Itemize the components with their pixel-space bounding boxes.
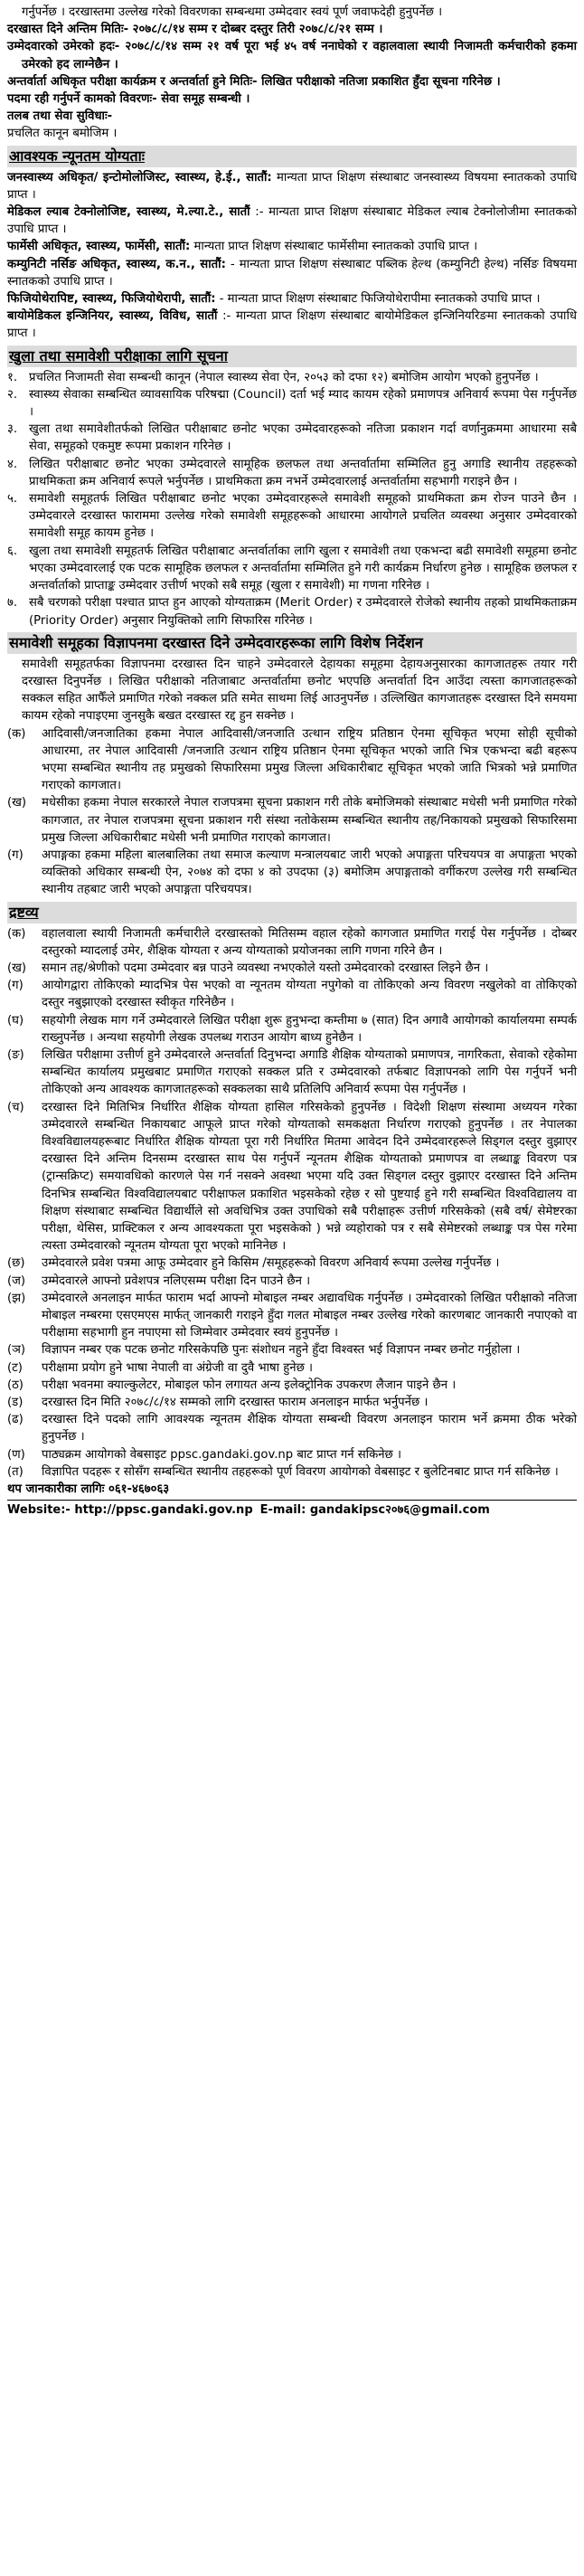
qualification-label: मेडिकल ल्याब टेक्नोलोजिष्ट, स्वास्थ्य, मे.ल्या.टे., सातौं [7,205,250,220]
list-item [7,794,577,847]
qualification-label: कम्युनिटी नर्सिङ अधिकृत, स्वास्थ्य, क.न., सातौं: [7,257,226,271]
item-text: परीक्षा भवनमा क्याल्कुलेटर, मोबाइल फोन लगायत अन्य इलेक्ट्रोनिक उपकरण लैजान पाइने छैन । [42,1378,457,1392]
qualification-item [7,308,577,342]
item-text: उम्मेदवारले अनलाइन मार्फत फाराम भर्दा आफ्नो मोबाइल नम्बर अद्यावधिक गर्नुपर्नेछ । उम्मेदवारको लिखित परीक्षाको नतिजा मोबाइल नम्बरमा एसएमएस मार्फत् जानकारी गराइने हुँदा गलत मोबाइल नम्बर उल्लेख गरेको कारणबाट जानकारी नपाएको वा परीक्षामा सहभागी हुन नपाएमा सो जिम्मेवार उम्मेदवार स्वयं हुनुपर्नेछ । [42,1291,577,1340]
item-text: आदिवासी/जनजातिका हकमा नेपाल आदिवासी/जनजाति उत्थान राष्ट्रिय प्रतिष्ठान ऐनमा सूचिकृत भएमा सोही सूचीको आधारमा, तर नेपाल आदिवासी /जनजाति उत्थान राष्ट्रिय प्रतिष्ठान ऐनमा सूचिकृत भएको जाति भित्र एकभन्दा बढी बहरूप भएमा सम्बन्धित स्थानीय तह प्रमुखको सिफारिसमा प्रमुख जिल्ला अधिकारीबाट सूचिकृत भएको जाति भित्रको भन्ने प्रमाणित गराएको कागजात। [42,726,577,793]
qualification-title: आवश्यक न्यूनतम योग्यताः [9,147,146,165]
inclusive-heading [7,346,577,367]
item-number: (ण) [7,1447,25,1462]
list-item [7,725,577,795]
list-item [7,421,577,455]
item-number: (क) [7,926,26,941]
list-item [7,925,577,960]
notes-heading [7,902,577,923]
item-number: (छ) [7,1256,25,1271]
list-item [7,1446,577,1463]
list-item [7,386,577,421]
qualification-label: फार्मेसी अधिकृत, स्वास्थ्य, फार्मेसी, सातौं: [7,240,191,254]
qualification-item [7,169,577,204]
list-item [7,977,577,1011]
item-text: स्वास्थ्य सेवाका सम्बन्धित व्यावसायिक परिषद्मा (Council) दर्ता भई म्याद कायम रहेको प्रमाणपत्र अनिवार्य रूपमा पेस गर्नुपर्नेछ । [29,387,577,420]
list-item [7,847,577,899]
intro-line-3: अन्तर्वार्ता अधिकृत परीक्षा कार्यक्रम र अन्तर्वार्ता हुने मितिः- लिखित परीक्षाको नतिजा प्रकाशित हुँदा सूचना गरिनेछ । [7,74,501,89]
list-item [7,1273,577,1290]
qualification-text: :- मान्यता प्राप्त शिक्षण संस्थाबाट बायोमेडिकल इन्जिनियरिङमा स्नातकको उपाधि प्राप्त । [7,309,577,341]
qualification-item [7,290,577,308]
qualification-label: बायोमेडिकल इन्जिनियर, स्वास्थ्य, विविध, सातौं [7,309,218,324]
item-number: (ख) [7,796,27,810]
item-text: विज्ञापन नम्बर एक पटक छनोट गरिसकेपछि पुनः संशोधन नहुने हुँदा विश्वस्त भई विज्ञापन नम्बर छनोट गर्नुहोला । [42,1343,521,1358]
intro-line-1: दरखास्त दिने अन्तिम मितिः- २०७८/८/१४ सम्म र दोब्बर दस्तुर तिरी २०७८/८/२१ सम्म । [7,23,383,37]
qualification-text: मान्यता प्राप्त शिक्षण संस्थाबाट जनस्वास्थ्य विषयमा स्नातकको उपाधि प्राप्त । [7,170,577,202]
item-number: ६. [7,544,18,558]
list-item [7,960,577,977]
list-item [7,1255,577,1272]
list-item [7,543,577,595]
item-text: समान तह/श्रेणीको पदमा उम्मेदवार बन्न पाउने व्यवस्था नभएकोले यस्तो उम्मेदवारको दरखास्त लिइने छैन । [42,961,489,975]
item-text: परीक्षामा प्रयोग हुने भाषा नेपाली वा अंग्रेजी वा दुवै भाषा हुनेछ । [42,1360,314,1375]
item-text: लिखित परीक्षामा उत्तीर्ण हुने उम्मेदवारले अन्तर्वार्ता दिनुभन्दा अगाडि शैक्षिक योग्यताको प्रमाणपत्र, नागरिकता, सेवाको रहेकोमा सम्बन्धित कार्यालय प्रमुखबाट प्रमाणित गराएको सक्कल प्रति र उम्मेदवारको तर्फबाट विज्ञापनको लागि पेस गर्नुपर्ने भनी तोकिएको अन्य आवश्यक कागजातहरूको सक्कलका साथै प्रतिलिपि अनिवार्य रूपमा पेस गर्नुपर्नेछ । [42,1047,577,1097]
list-item [7,1411,577,1445]
item-number: (त) [7,1464,24,1479]
qualification-label: जनस्वास्थ्य अधिकृत/ इन्टोमोलोजिस्ट, स्वास्थ्य, हे.ई., सातौं: [7,170,272,185]
intro-line-4: पदमा रही गर्नुपर्ने कामको विवरणः- सेवा समूह सम्बन्धी । [7,92,250,107]
item-text: उम्मेदवारले प्रवेश पत्रमा आफू उम्मेदवार हुने किसिम /समूहहरूको विवरण अनिवार्य रूपमा उल्लेख गर्नुपर्नेछ । [42,1256,500,1271]
qualification-text: मान्यता प्राप्त शिक्षण संस्थाबाट फार्मेसीमा स्नातकको उपाधि प्राप्त । [193,240,478,254]
item-text: दरखास्त दिन मिति २०७८/८/१४ सम्मको लागि दरखास्त फाराम अनलाइन मार्फत भर्नुपर्नेछ । [42,1396,429,1410]
list-item [7,1359,577,1377]
item-number: ५. [7,492,18,507]
item-text: सहयोगी लेखक माग गर्ने उम्मेदवारले लिखित परीक्षा शुरू हुनुभन्दा कम्तीमा ७ (सात) दिन अगावै आयोगको कार्यालयमा सम्पर्क राख्नुपर्नेछ । अन्यथा सहयोगी लेखक उपलब्ध गराउन आयोग बाध्य हुनेछैन । [42,1013,577,1045]
list-item [7,1394,577,1411]
list-item [7,1463,577,1481]
qualification-list [7,169,577,343]
item-number: (च) [7,1100,24,1114]
intro-line-5: तलब तथा सेवा सुविधाः- [7,109,113,124]
item-text: लिखित परीक्षाबाट छनोट भएका उम्मेदवारले सामूहिक छलफल तथा अन्तर्वार्तामा सम्मिलित हुनु अगाडि स्थानीय तहहरूको प्राथमिकता क्रम अनिवार्य रूपले भर्नुपर्नेछ । प्राथमिकता क्रम नभर्ने उम्मेदवारलाई अन्तर्वार्तामा सहभागी गराइने छैन । [29,457,577,488]
intro-line-6: प्रचलित कानून बमोजिम । [7,127,118,141]
list-item [7,369,577,386]
item-text: सबै चरणको परीक्षा पश्चात प्राप्त हुन आएको योग्यताक्रम (Merit Order) र उम्मेदवारले रोजेको स्थानीय तहको प्राथमिकताक्रम (Priority Order) अनुसार नियुक्तिको लागि सिफारिस गरिनेछ । [29,596,577,628]
list-item [7,1099,577,1255]
item-number: (ड) [7,1396,24,1410]
qualification-item [7,238,577,255]
item-number: २. [7,387,18,402]
notes-title: द्रष्टव्य [9,903,39,921]
item-text: खुला तथा समावेशीतर्फको लिखित परीक्षाबाट छनोट भएका उम्मेदवारहरूको नतिजा प्रकाशन गर्दा वर्णानुक्रममा आधारमा सबै सेवा, समूहको एकमुष्ट रूपमा प्रकाशन गरिनेछ । [29,422,577,454]
list-item [7,1046,577,1099]
item-number: ७. [7,596,18,611]
item-text: दरखास्त दिने मितिभित्र निर्धारित शैक्षिक योग्यता हासिल गरिसकेको हुनुपर्नेछ । विदेशी शिक्षण संस्थामा अध्ययन गरेका उम्मेदवारले सम्बन्धित निकायबाट आफूले प्राप्त गरेको योग्यताको समकक्षता निर्धारण गराएको हुनुपर्नेछ । तर नेपालका विश्वविद्यालयहरूबाट निर्धारित शैक्षिक योग्यता पूरा गरी निर्धारित मितमा आवेदन दिने उम्मेदवारहरूले सिड्गल दस्तुर वुझाएर दरखास्त दिने अन्तिम दिनसम्म दरखास्त साथ पेस गर्नुपर्ने न्यूनतम शैक्षिक योग्यताको प्रमाणपत्र वा लब्धाङ्क विवरण पत्र (ट्रान्सक्रिप्ट) समयावधिको कारणले पेस गर्न नसक्ने अवस्था भएमा यदि उक्त सिड्गल दस्तुर वुझाएर दरखास्त दिने अन्तिम दिनभित्र सम्बन्धित विश्वविद्यालयबाट परीक्षाफल प्रकाशित भइसकेको रहेछ र सो पुष्टयाई हुने गरी सम्बन्धित विश्वविद्यालय वा शिक्षण संस्थाबाट सम्बन्धित विद्यार्थीले सो अवधिभित्र उक्त उपाधिको सबै परीक्षाहरू उत्तीर्ण गरिसकेको (सबै वर्ष/ सेमेष्टरका परीक्षा, थेसिस, प्राक्टिकल र अन्य आवश्यकता पूरा भइसकेको ) भन्ने व्यहोराको पत्र र सबै सेमेष्टरको लब्धाङ्क पत्र पेस गरेमा त्यस्ता उम्मेदवारको न्यूनतम योग्यता पूरा भएको मानिनेछ । [42,1100,577,1254]
item-number: १. [7,370,18,384]
list-item [7,456,577,490]
qualification-text: - मान्यता प्राप्त शिक्षण संस्थाबाट पब्लिक हेल्थ (कम्युनिटी हेल्थ) नर्सिङ विषयमा स्नातकको उपाधि प्राप्त । [7,257,578,289]
website-link[interactable]: Website:- http://ppsc.gandaki.gov.np [7,1503,253,1518]
item-number: (ट) [7,1360,23,1375]
item-text: प्रचलित निजामती सेवा सम्बन्धी कानून (नेपाल स्वास्थ्य सेवा ऐन, २०५३ को दफा १२) बमोजिम आयोग भएको हुनुपर्नेछ । [29,370,539,384]
item-number: (ख) [7,961,27,975]
special-lead: समावेशी समूहतर्फका विज्ञापनमा दरखास्त दिन चाहने उम्मेदवारले देहायका समूहमा देहायअनुसारका कागजातहरू तयार गरी दरखास्त दिनुपर्नेछ । लिखित परीक्षाको नतिजाबाट अन्तर्वार्तामा छनोट भएपछि अन्तर्वार्ता दिन आउँदा त्यस्ता कागजातहरूको सक्कल सहित आफैँले प्रमाणित गरेको नक्कल प्रति समेत साथमा लिई आउनुपर्नेछ । उल्लिखित कागजातहरू दरखास्त दिने समयमा कायम रहेको नपाइएमा जुनसुकै बखत दरखास्त रद्द हुन सक्नेछ । [22,657,577,724]
intro-block [7,4,577,143]
item-number: (ञ) [7,1343,26,1358]
contact-line: थप जानकारीका लागिः ०६१-४६७०६३ [7,1482,170,1497]
footer [7,1500,577,1520]
item-number: (ङ) [7,1047,24,1062]
list-item [7,594,577,629]
item-number: ३. [7,422,18,437]
item-text: वहालवाला स्थायी निजामती कर्मचारीले दरखास्तको मितिसम्म वहाल रहेको कागजात प्रमाणित गराई पेस गर्नुपर्नेछ । दोब्बर दस्तुरको म्यादलाई उमेर, शैक्षिक योग्यता र अन्य योग्यताको प्रयोजनका लागि गणना गरिने छैन । [42,926,577,958]
item-text: अपाङ्गका हकमा महिला बालबालिका तथा समाज कल्याण मन्त्रालयबाट जारी भएको अपाङ्गता परिचयपत्र वा अपाङ्गता भएको व्यक्तिको अधिकार सम्बन्धी ऐन, २०७४ को दफा ४ को उपदफा (३) बमोजिम अपाङ्गताको वर्गीकरण उल्लेख गरी सम्बन्धित स्थानीय तहबाट जारी भएको अपाङ्गता परिचयपत्र। [42,848,577,897]
list-item [7,1012,577,1046]
item-number: ४. [7,457,18,471]
special-heading [7,632,577,654]
inclusive-title: खुला तथा समावेशी परीक्षाका लागि सूचना [9,346,228,365]
notes-list [7,925,577,1482]
special-block [7,656,577,899]
list-item [7,1341,577,1359]
item-number: (घ) [7,1013,24,1028]
item-text: पाठ्यक्रम आयोगको वेबसाइट ppsc.gandaki.gov.np बाट प्राप्त गर्न सकिनेछ । [42,1447,401,1462]
item-text: उम्मेदवारले आफ्नो प्रवेशपत्र नलिएसम्म परीक्षा दिन पाउने छैन । [42,1274,311,1288]
item-number: (ज) [7,1274,26,1288]
item-text: खुला तथा समावेशी समूहतर्फ लिखित परीक्षाबाट अन्तर्वार्ताका लागि खुला र समावेशी तथा एकभन्दा बढी समावेशी समूहमा छनोट भएका उम्मेदवारलाई एक पटक सामूहिक छलफल र अन्तर्वार्तामा सम्मिलित हुने गरी कार्यक्रम निर्धारण हुनेछ । सामूहिक छलफल र अन्तर्वार्ताको प्राप्ताङ्क उम्मेदवार उत्तीर्ण भएको सबै समूह (खुला र समावेशी) मा गणना गरिनेछ । [29,544,577,593]
qualification-heading [7,146,577,167]
qualification-item [7,256,577,290]
qualification-label: फिजियोथेरापिष्ट, स्वास्थ्य, फिजियोथेरापी, सातौं: [7,292,216,307]
intro-line-2: उम्मेदवारको उमेरको हदः- २०७८/८/१४ सम्म २१ वर्ष पूरा भई ४५ वर्ष ननाघेको र वहालवाला स्थायी निजामती कर्मचारीको हकमा उमेरको हद लाग्नेछैन । [7,40,577,71]
qualification-text: :- मान्यता प्राप्त शिक्षण संस्थाबाट मेडिकल ल्याब टेक्नोलोजीमा स्नातकको उपाधि प्राप्त । [7,205,577,237]
item-text: मधेसीका हकमा नेपाल सरकारले नेपाल राजपत्रमा सूचना प्रकाशन गरी तोके बमोजिमको संस्थाबाट मधेसी भनी प्रमाणित गरेको कागजात, तर नेपाल राजपत्रमा सूचना प्रकाशन गरी संस्था नतोकेसम्म सम्बन्धित स्थानीय तह/निकायको प्रमुखको सिफारिसमा प्रमुख जिल्ला अधिकारीबाट मधेसी भनी प्रमाणित गराएको कागजात। [42,796,577,845]
email-link[interactable]: E-mail: gandakipsc२०७६@gmail.com [259,1503,490,1518]
item-number: (ग) [7,979,24,993]
special-title: समावेशी समूहका विज्ञापनमा दरखास्त दिने उम्मेदवारहरूका लागि विशेष निर्देशन [9,633,423,651]
item-number: (ठ) [7,1378,24,1392]
list-item [7,490,577,543]
item-text: आयोगद्वारा तोकिएको म्यादभित्र पेस भएको वा न्यूनतम योग्यता नपुगेको वा तोकिएको अन्य विवरण नखुलेको वा तोकिएको दस्तुर नबुझाएको दरखास्त स्वीकृत गरिनेछैन । [42,979,577,1010]
inclusive-list [7,369,577,630]
item-number: (ढ) [7,1413,24,1427]
item-number: (क) [7,726,26,741]
item-number: (ग) [7,848,24,862]
qualification-text: - मान्यता प्राप्त शिक्षण संस्थाबाट फिजियोथेरापीमा स्नातकको उपाधि प्राप्त । [219,292,541,307]
list-item [7,1290,577,1342]
list-item [7,1377,577,1394]
item-text: समावेशी समूहतर्फ लिखित परीक्षाबाट छनोट भएका उम्मेदवारहरूले समावेशी समूहको प्राथमिकता क्रम रोज्न पाउने छैन । उम्मेदवारले दरखास्त फाराममा उल्लेख गरेको समावेशी समूहहरूको आधारमा आयोगले प्रचलित व्यवस्था अनुसार उम्मेदवारको समावेशी समूह कायम हुनेछ । [29,492,577,541]
qualification-item [7,204,577,238]
item-number: (झ) [7,1291,26,1305]
item-text: विज्ञापित पदहरू र सोसँग सम्बन्धित स्थानीय तहहरूको पूर्ण विवरण आयोगको वेबसाइट र बुलेटिनबाट प्राप्त गर्न सकिनेछ । [42,1464,559,1479]
item-text: दरखास्त दिने पदको लागि आवश्यक न्यूनतम शैक्षिक योग्यता सम्बन्धी विवरण अनलाइन फाराम भर्ने क्रममा ठीक भरेको हुनुपर्नेछ । [42,1413,577,1444]
intro-line-0: गर्नुपर्नेछ । दरखास्तमा उल्लेख गरेको विवरणका सम्बन्धमा उम्मेदवार स्वयं पूर्ण जवाफदेही हुनुपर्नेछ । [22,5,443,19]
